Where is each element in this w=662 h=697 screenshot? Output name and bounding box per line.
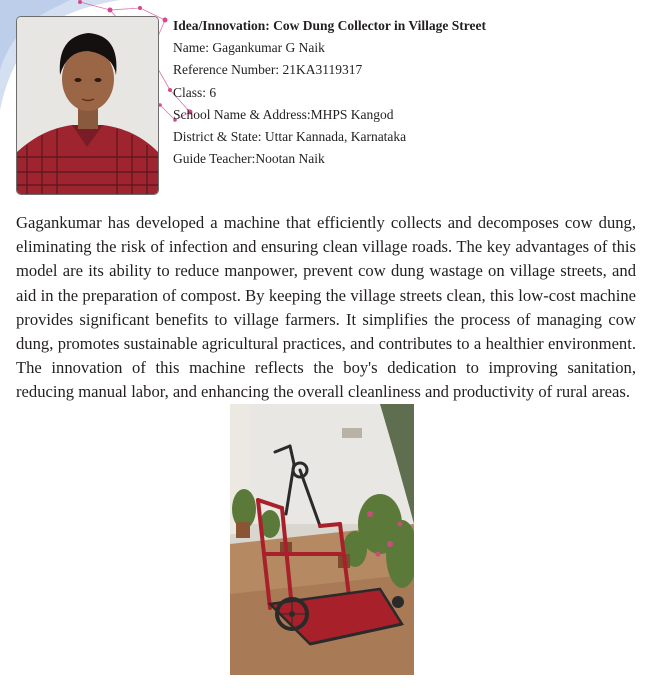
student-class: Class: 6 [173,84,217,100]
student-photo [16,16,159,195]
description-paragraph: Gagankumar has developed a machine that efficiently collects and decomposes cow dung, eliminating the risk of infection and ensuring clean village roads. The key advantages of this model are its ability to reduce manpower, prevent cow dung wastage on village streets, and aid in the preparation of compost. By keeping the village streets clean, this low-cost machine provides significant benefits to village farmers. It simplifies the process of managing cow dung, promotes sustainable agricultural practices, and contributes to a healthier environment. The innovation of this machine reflects the boy's dedication to improving sanitation, reducing manual labor, and enhancing the overall cleanliness and productivity of rural areas. [16,213,636,402]
innovation-title: Idea/Innovation: Cow Dung Collector in Village Street [173,18,487,33]
machine-photo [230,404,414,675]
student-info [173,15,486,170]
district-state: District & State: Uttar Kannada, Karnataka [173,129,407,145]
school-name: School Name & Address:MHPS Kangod [173,106,394,122]
reference-number: Reference Number: 21KA3119317 [173,62,363,78]
guide-teacher: Guide Teacher:Nootan Naik [173,151,325,167]
student-name: Name: Gagankumar G Naik [173,40,325,56]
